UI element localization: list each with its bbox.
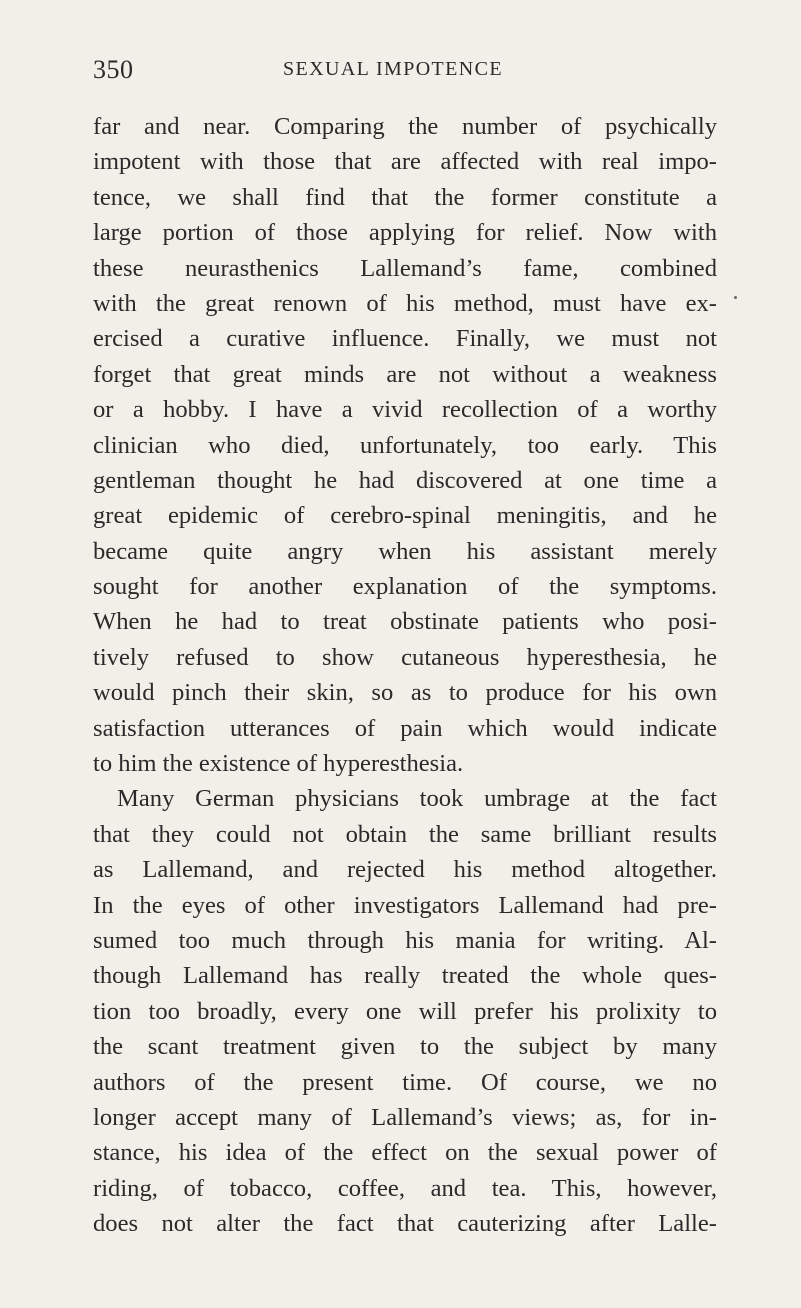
text-line: sought for another explanation of the symptoms. (93, 573, 717, 601)
text-line: large portion of those applying for relief. Now with (93, 219, 717, 247)
text-line: tion too broadly, every one will prefer his prolixity to (93, 997, 717, 1025)
paragraph-1 (93, 109, 717, 781)
text-line: these neurasthenics Lallemand’s fame, combined (93, 254, 717, 282)
text-line: though Lallemand has really treated the whole ques- (93, 962, 717, 990)
text-line: as Lallemand, and rejected his method altogether. (93, 856, 717, 884)
text-line: the scant treatment given to the subject by many (93, 1033, 717, 1061)
margin-speck (734, 296, 737, 299)
text-line: stance, his idea of the effect on the sexual power of (93, 1139, 717, 1167)
text-line: ercised a curative influence. Finally, we must not (93, 325, 717, 353)
text-line: forget that great minds are not without a weakness (93, 360, 717, 388)
text-line: authors of the present time. Of course, we no (93, 1068, 717, 1096)
text-line: that they could not obtain the same brilliant results (93, 820, 717, 848)
text-line: to him the existence of hyperesthesia. (93, 750, 464, 778)
text-line: longer accept many of Lallemand’s views; as, for in- (93, 1103, 717, 1131)
text-line: clinician who died, unfortunately, too early. This (93, 431, 717, 459)
text-line: tence, we shall find that the former constitute a (93, 183, 717, 211)
text-line: great epidemic of cerebro-spinal meningitis, and he (93, 502, 717, 530)
text-line: tively refused to show cutaneous hyperesthesia, he (93, 643, 717, 671)
text-line: impotent with those that are affected with real impo- (93, 148, 717, 176)
text-line: became quite angry when his assistant merely (93, 537, 717, 565)
text-line: gentleman thought he had discovered at one time a (93, 466, 717, 494)
text-line: satisfaction utterances of pain which would indicate (93, 714, 717, 742)
text-line: does not alter the fact that cauterizing after Lalle- (93, 1210, 717, 1238)
text-line: When he had to treat obstinate patients who posi- (93, 608, 717, 636)
text-line: would pinch their skin, so as to produce for his own (93, 679, 717, 707)
running-head: SEXUAL IMPOTENCE (283, 58, 503, 80)
text-line: riding, of tobacco, coffee, and tea. This, however, (93, 1174, 717, 1202)
body-text (93, 109, 717, 1242)
text-line: Many German physicians took umbrage at the fact (117, 785, 717, 813)
text-line: or a hobby. I have a vivid recollection of a worthy (93, 396, 717, 424)
page-header (93, 55, 721, 87)
page-number: 350 (93, 55, 134, 84)
text-line: with the great renown of his method, must have ex- (93, 289, 717, 317)
text-line: far and near. Comparing the number of psychically (93, 113, 717, 140)
text-line: sumed too much through his mania for writing. Al- (93, 926, 717, 954)
paragraph-2 (93, 781, 717, 1241)
text-line: In the eyes of other investigators Lallemand had pre- (93, 891, 717, 919)
